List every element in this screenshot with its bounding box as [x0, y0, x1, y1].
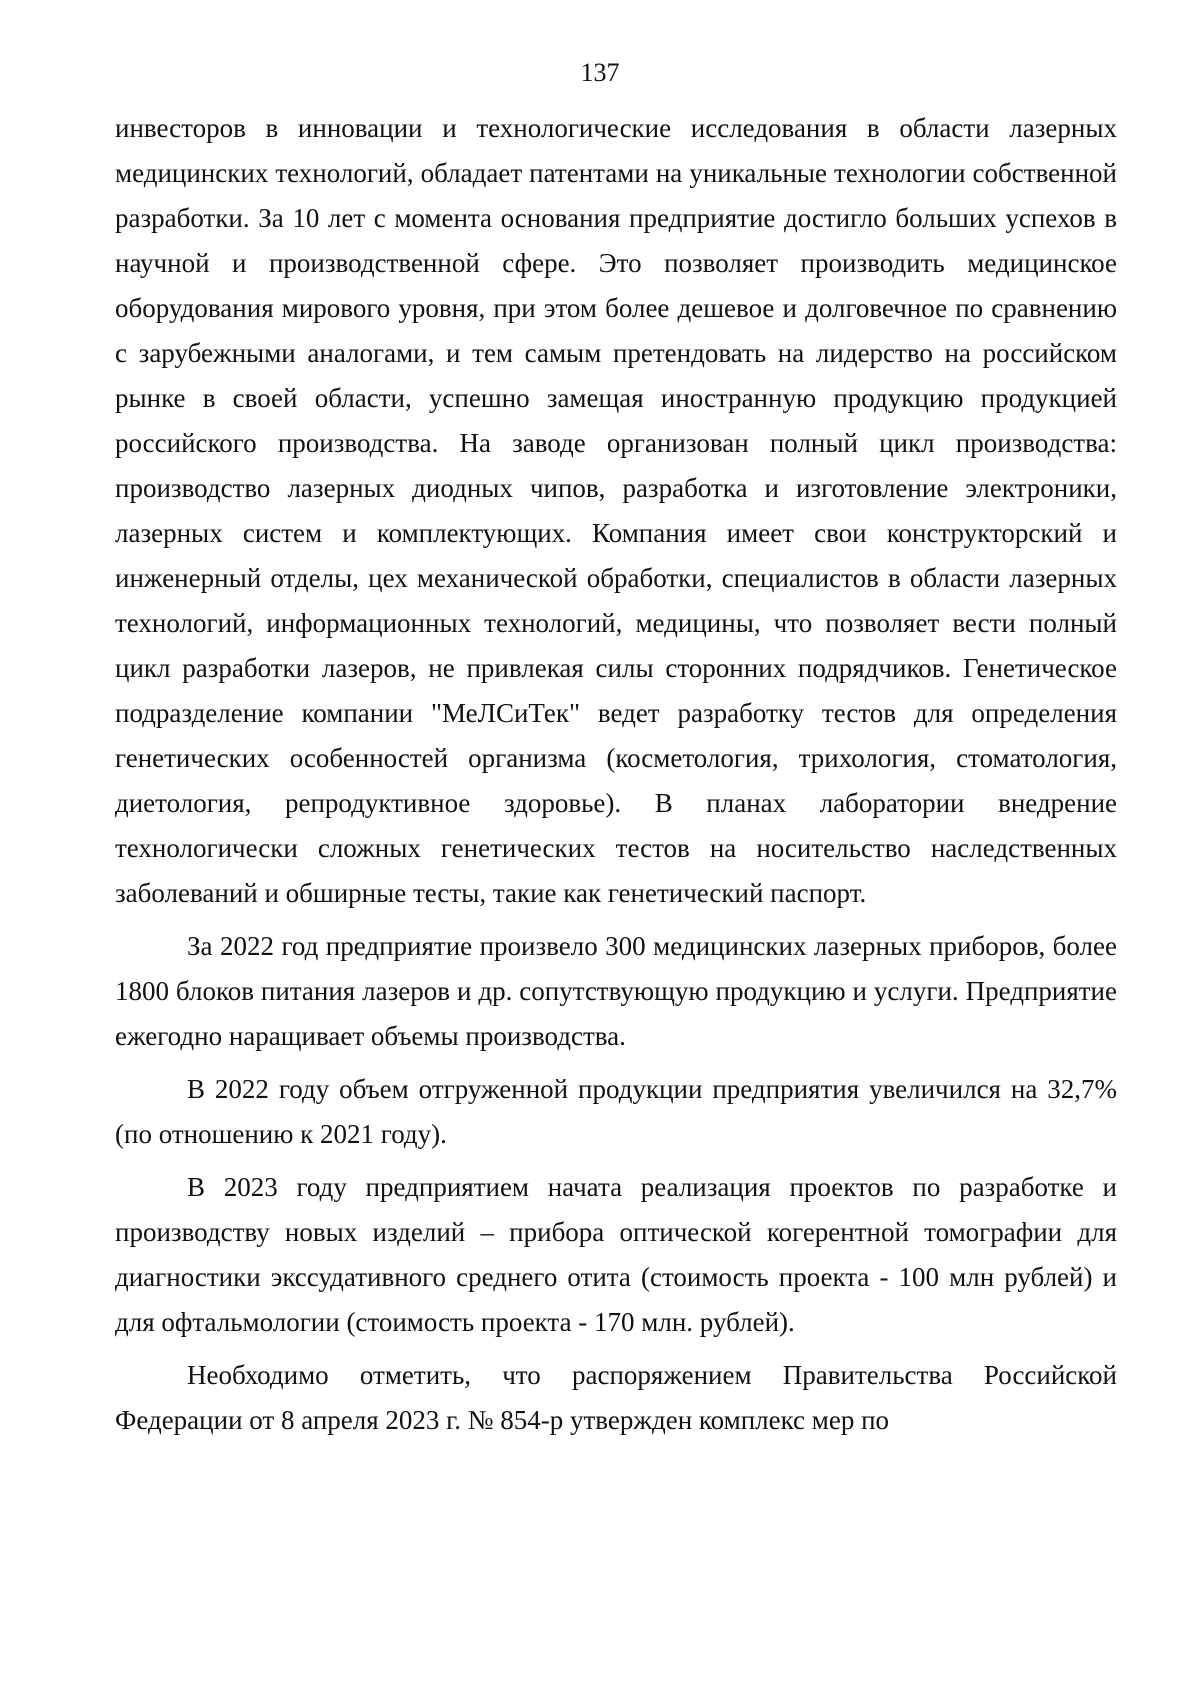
document-body [115, 106, 1117, 1443]
paragraph-continuation: инвесторов в инновации и технологические исследования в области лазерных медицинских технологий, обладает патентами на уникальные технологии собственной разработки. За 10 лет с момента основания предприятие достигло больших успехов в научной и производственной сфере. Это позволяет производить медицинское оборудования мирового уровня, при этом более дешевое и долговечное по сравнению с зарубежными аналогами, и тем самым претендовать на лидерство на российском рынке в своей области, успешно замещая иностранную продукцию продукцией российского производства. На заводе организован полный цикл производства: производство лазерных диодных чипов, разработка и изготовление электроники, лазерных систем и комплектующих. Компания имеет свои конструкторский и инженерный отделы, цех механической обработки, специалистов в области лазерных технологий, информационных технологий, медицины, что позволяет вести полный цикл разработки лазеров, не привлекая силы сторонних подрядчиков. Генетическое подразделение компании "МеЛСиТек" ведет разработку тестов для определения генетических особенностей организма (косметология, трихология, стоматология, диетология, репродуктивное здоровье). В планах лаборатории внедрение технологически сложных генетических тестов на носительство наследственных заболеваний и обширные тесты, такие как генетический паспорт. [115, 113, 1117, 908]
paragraph-government-order: Необходимо отметить, что распоряжением Правительства Российской Федерации от 8 апреля 2023 г. № 854-р утвержден комплекс мер по [115, 1360, 1117, 1435]
page-number: 137 [580, 58, 620, 87]
paragraph-projects-2023: В 2023 году предприятием начата реализация проектов по разработке и производству новых изделий – прибора оптической когерентной томографии для диагностики экссудативного среднего отита (стоимость проекта - 100 млн рублей) и для офтальмологии (стоимость проекта - 170 млн. рублей). [115, 1172, 1117, 1337]
paragraph-production-2022: За 2022 год предприятие произвело 300 медицинских лазерных приборов, более 1800 блоков питания лазеров и др. сопутствующую продукцию и услуги. Предприятие ежегодно наращивает объемы производства. [115, 931, 1117, 1051]
paragraph-shipment-growth: В 2022 году объем отгруженной продукции предприятия увеличился на 32,7% (по отношению к 2021 году). [115, 1074, 1117, 1149]
